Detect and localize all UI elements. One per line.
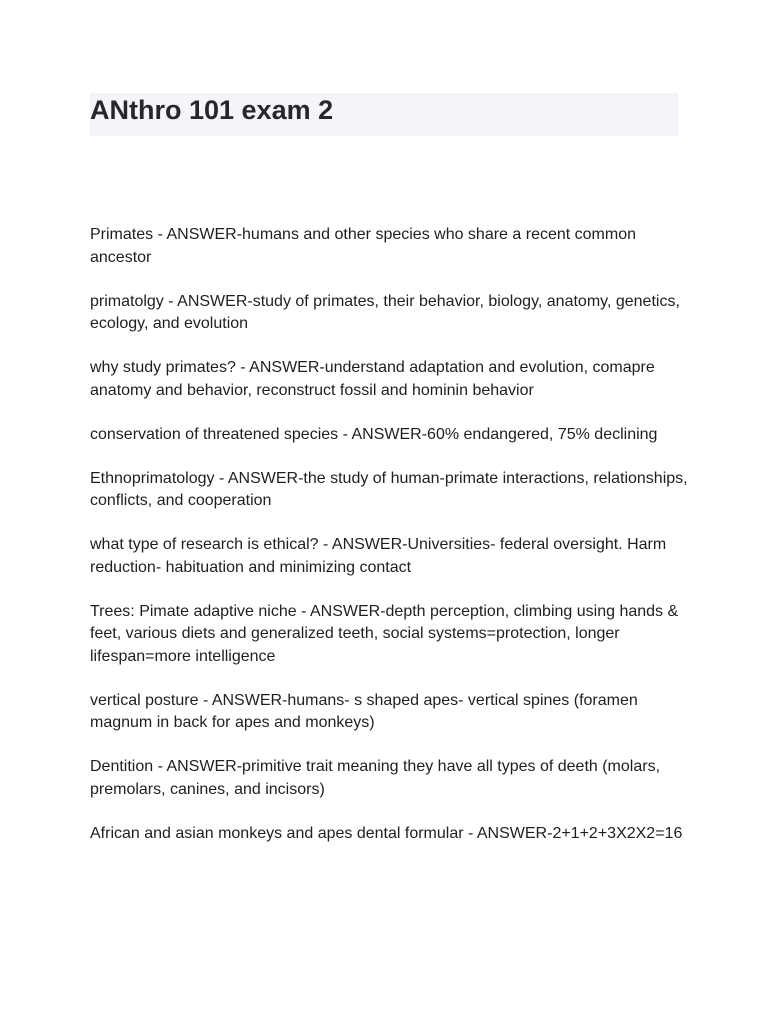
qa-entry-conservation: conservation of threatened species - ANSWER-60% endangered, 75% declining — [90, 425, 658, 443]
qa-entry-vertical-posture: vertical posture - ANSWER-humans- s shaped apes- vertical spines (foramen magnum in back for apes and monkeys) — [90, 691, 638, 731]
qa-entry-why-study: why study primates? - ANSWER-understand adaptation and evolution, comapre anatomy and behavior, reconstruct fossil and hominin behavior — [90, 359, 655, 399]
qa-entry-dentition: Dentition - ANSWER-primitive trait meaning they have all types of deeth (molars, premolars, canines, and incisors) — [90, 758, 661, 798]
qa-entry-primates: Primates - ANSWER-humans and other species who share a recent common ancestor — [90, 226, 637, 266]
qa-entry-adaptive-niche: Trees: Pimate adaptive niche - ANSWER-depth perception, climbing using hands & feet, various diets and generalized teeth, social systems=protection, longer lifespan=more intelligence — [90, 602, 679, 665]
qa-entry-ethical-research: what type of research is ethical? - ANSWER-Universities- federal oversight. Harm reduction- habituation and minimizing contact — [90, 536, 667, 576]
qa-entry-dental-formula: African and asian monkeys and apes dental formular - ANSWER-2+1+2+3X2X2=16 — [90, 824, 683, 842]
qa-entry-ethnoprimatology: Ethnoprimatology - ANSWER-the study of human-primate interactions, relationships, conflicts, and cooperation — [90, 469, 688, 509]
qa-list — [90, 224, 690, 867]
qa-entry-primatology: primatolgy - ANSWER-study of primates, their behavior, biology, anatomy, genetics, ecology, and evolution — [90, 292, 680, 332]
page-title: ANthro 101 exam 2 — [90, 95, 334, 125]
title-banner — [90, 93, 678, 136]
